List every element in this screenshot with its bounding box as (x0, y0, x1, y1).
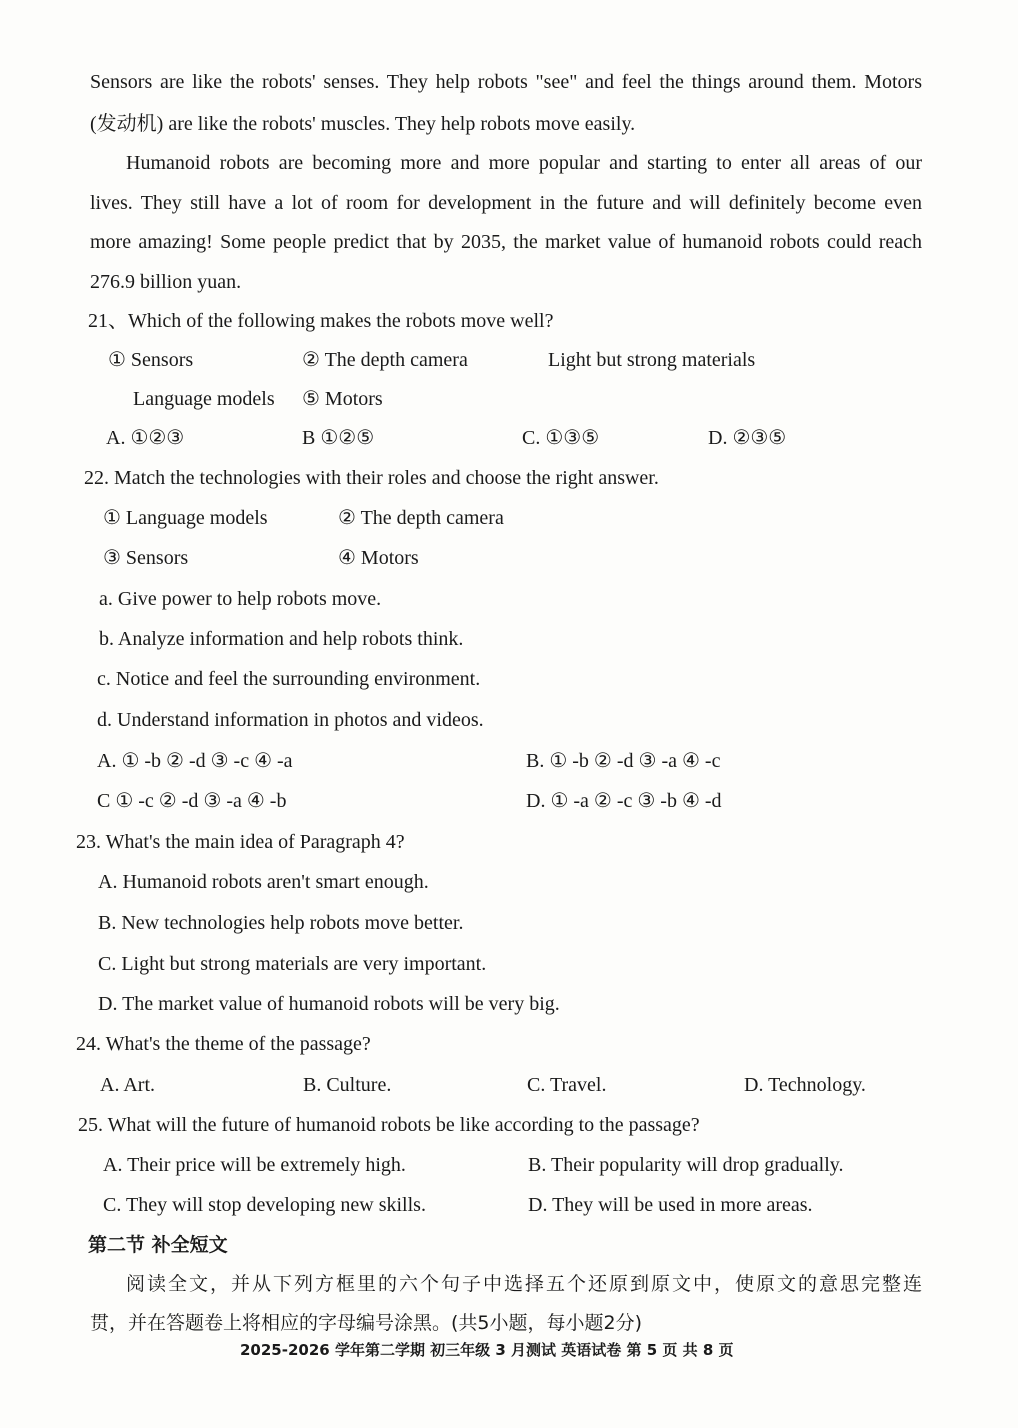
section2-instruction-2: 贯，并在答题卷上将相应的字母编号涂黑。(共5小题，每小题2分) (90, 1312, 643, 1334)
q21-choice-a: A. ①②③ (106, 427, 185, 449)
q23-choice-c: C. Light but strong materials are very important. (98, 953, 487, 975)
passage-line-3: Humanoid robots are becoming more and more popular and starting to enter all areas of our (126, 152, 922, 174)
q21-item-2: ② The depth camera (302, 349, 468, 371)
section2-title: 第二节 补全短文 (88, 1234, 228, 1256)
q22-item-1: ① Language models (103, 507, 268, 529)
q22-choice-a: A. ① -b ② -d ③ -c ④ -a (97, 750, 293, 772)
q23-choice-d: D. The market value of humanoid robots will be very big. (98, 993, 560, 1015)
q21-item-1: ① Sensors (108, 349, 194, 371)
page-footer: 2025-2026 学年第二学期 初三年级 3 月测试 英语试卷 第 5 页 共 8 页 (240, 1341, 734, 1359)
passage-line-1: Sensors are like the robots' senses. They help robots "see" and feel the things around them. Motors (90, 71, 922, 93)
q21-choice-d: D. ②③⑤ (708, 427, 787, 449)
q24-choice-d: D. Technology. (744, 1074, 866, 1096)
q22-role-c: c. Notice and feel the surrounding environment. (97, 668, 481, 690)
passage-line-2: (发动机) are like the robots' muscles. They help robots move easily. (90, 113, 636, 135)
q25-choice-b: B. Their popularity will drop gradually. (528, 1154, 844, 1176)
q24-stem: 24. What's the theme of the passage? (76, 1033, 371, 1055)
q22-item-4: ④ Motors (338, 547, 419, 569)
q21-choice-b: B ①②⑤ (302, 427, 375, 449)
q24-choice-b: B. Culture. (303, 1074, 392, 1096)
q21-item-4: Language models (133, 388, 275, 410)
q21-choice-c: C. ①③⑤ (522, 427, 600, 449)
q21-stem: 21、Which of the following makes the robots move well? (88, 310, 554, 332)
q21-item-5: ⑤ Motors (302, 388, 383, 410)
q25-choice-a: A. Their price will be extremely high. (103, 1154, 406, 1176)
q23-choice-b: B. New technologies help robots move better. (98, 912, 464, 934)
q22-choice-b: B. ① -b ② -d ③ -a ④ -c (526, 750, 721, 772)
q22-stem: 22. Match the technologies with their roles and choose the right answer. (84, 467, 659, 489)
q22-role-a: a. Give power to help robots move. (99, 588, 382, 610)
q22-item-3: ③ Sensors (103, 547, 189, 569)
q24-choice-c: C. Travel. (527, 1074, 607, 1096)
q23-stem: 23. What's the main idea of Paragraph 4? (76, 831, 405, 853)
q22-role-d: d. Understand information in photos and videos. (97, 709, 484, 731)
q22-item-2: ② The depth camera (338, 507, 504, 529)
q24-choice-a: A. Art. (100, 1074, 155, 1096)
section2-instruction-1: 阅读全文，并从下列方框里的六个句子中选择五个还原到原文中，使原文的意思完整连 (126, 1273, 922, 1295)
q23-choice-a: A. Humanoid robots aren't smart enough. (98, 871, 429, 893)
passage-line-5: more amazing! Some people predict that by 2035, the market value of humanoid robots could reach (90, 231, 922, 253)
q21-item-3: Light but strong materials (548, 349, 756, 371)
passage-line-6: 276.9 billion yuan. (90, 271, 242, 293)
passage-line-4: lives. They still have a lot of room for development in the future and will definitely become even (90, 192, 922, 214)
q25-choice-d: D. They will be used in more areas. (528, 1194, 813, 1216)
q25-choice-c: C. They will stop developing new skills. (103, 1194, 426, 1216)
q22-choice-c: C ① -c ② -d ③ -a ④ -b (97, 790, 287, 812)
q25-stem: 25. What will the future of humanoid robots be like according to the passage? (78, 1114, 700, 1136)
q22-role-b: b. Analyze information and help robots think. (99, 628, 464, 650)
q22-choice-d: D. ① -a ② -c ③ -b ④ -d (526, 790, 722, 812)
